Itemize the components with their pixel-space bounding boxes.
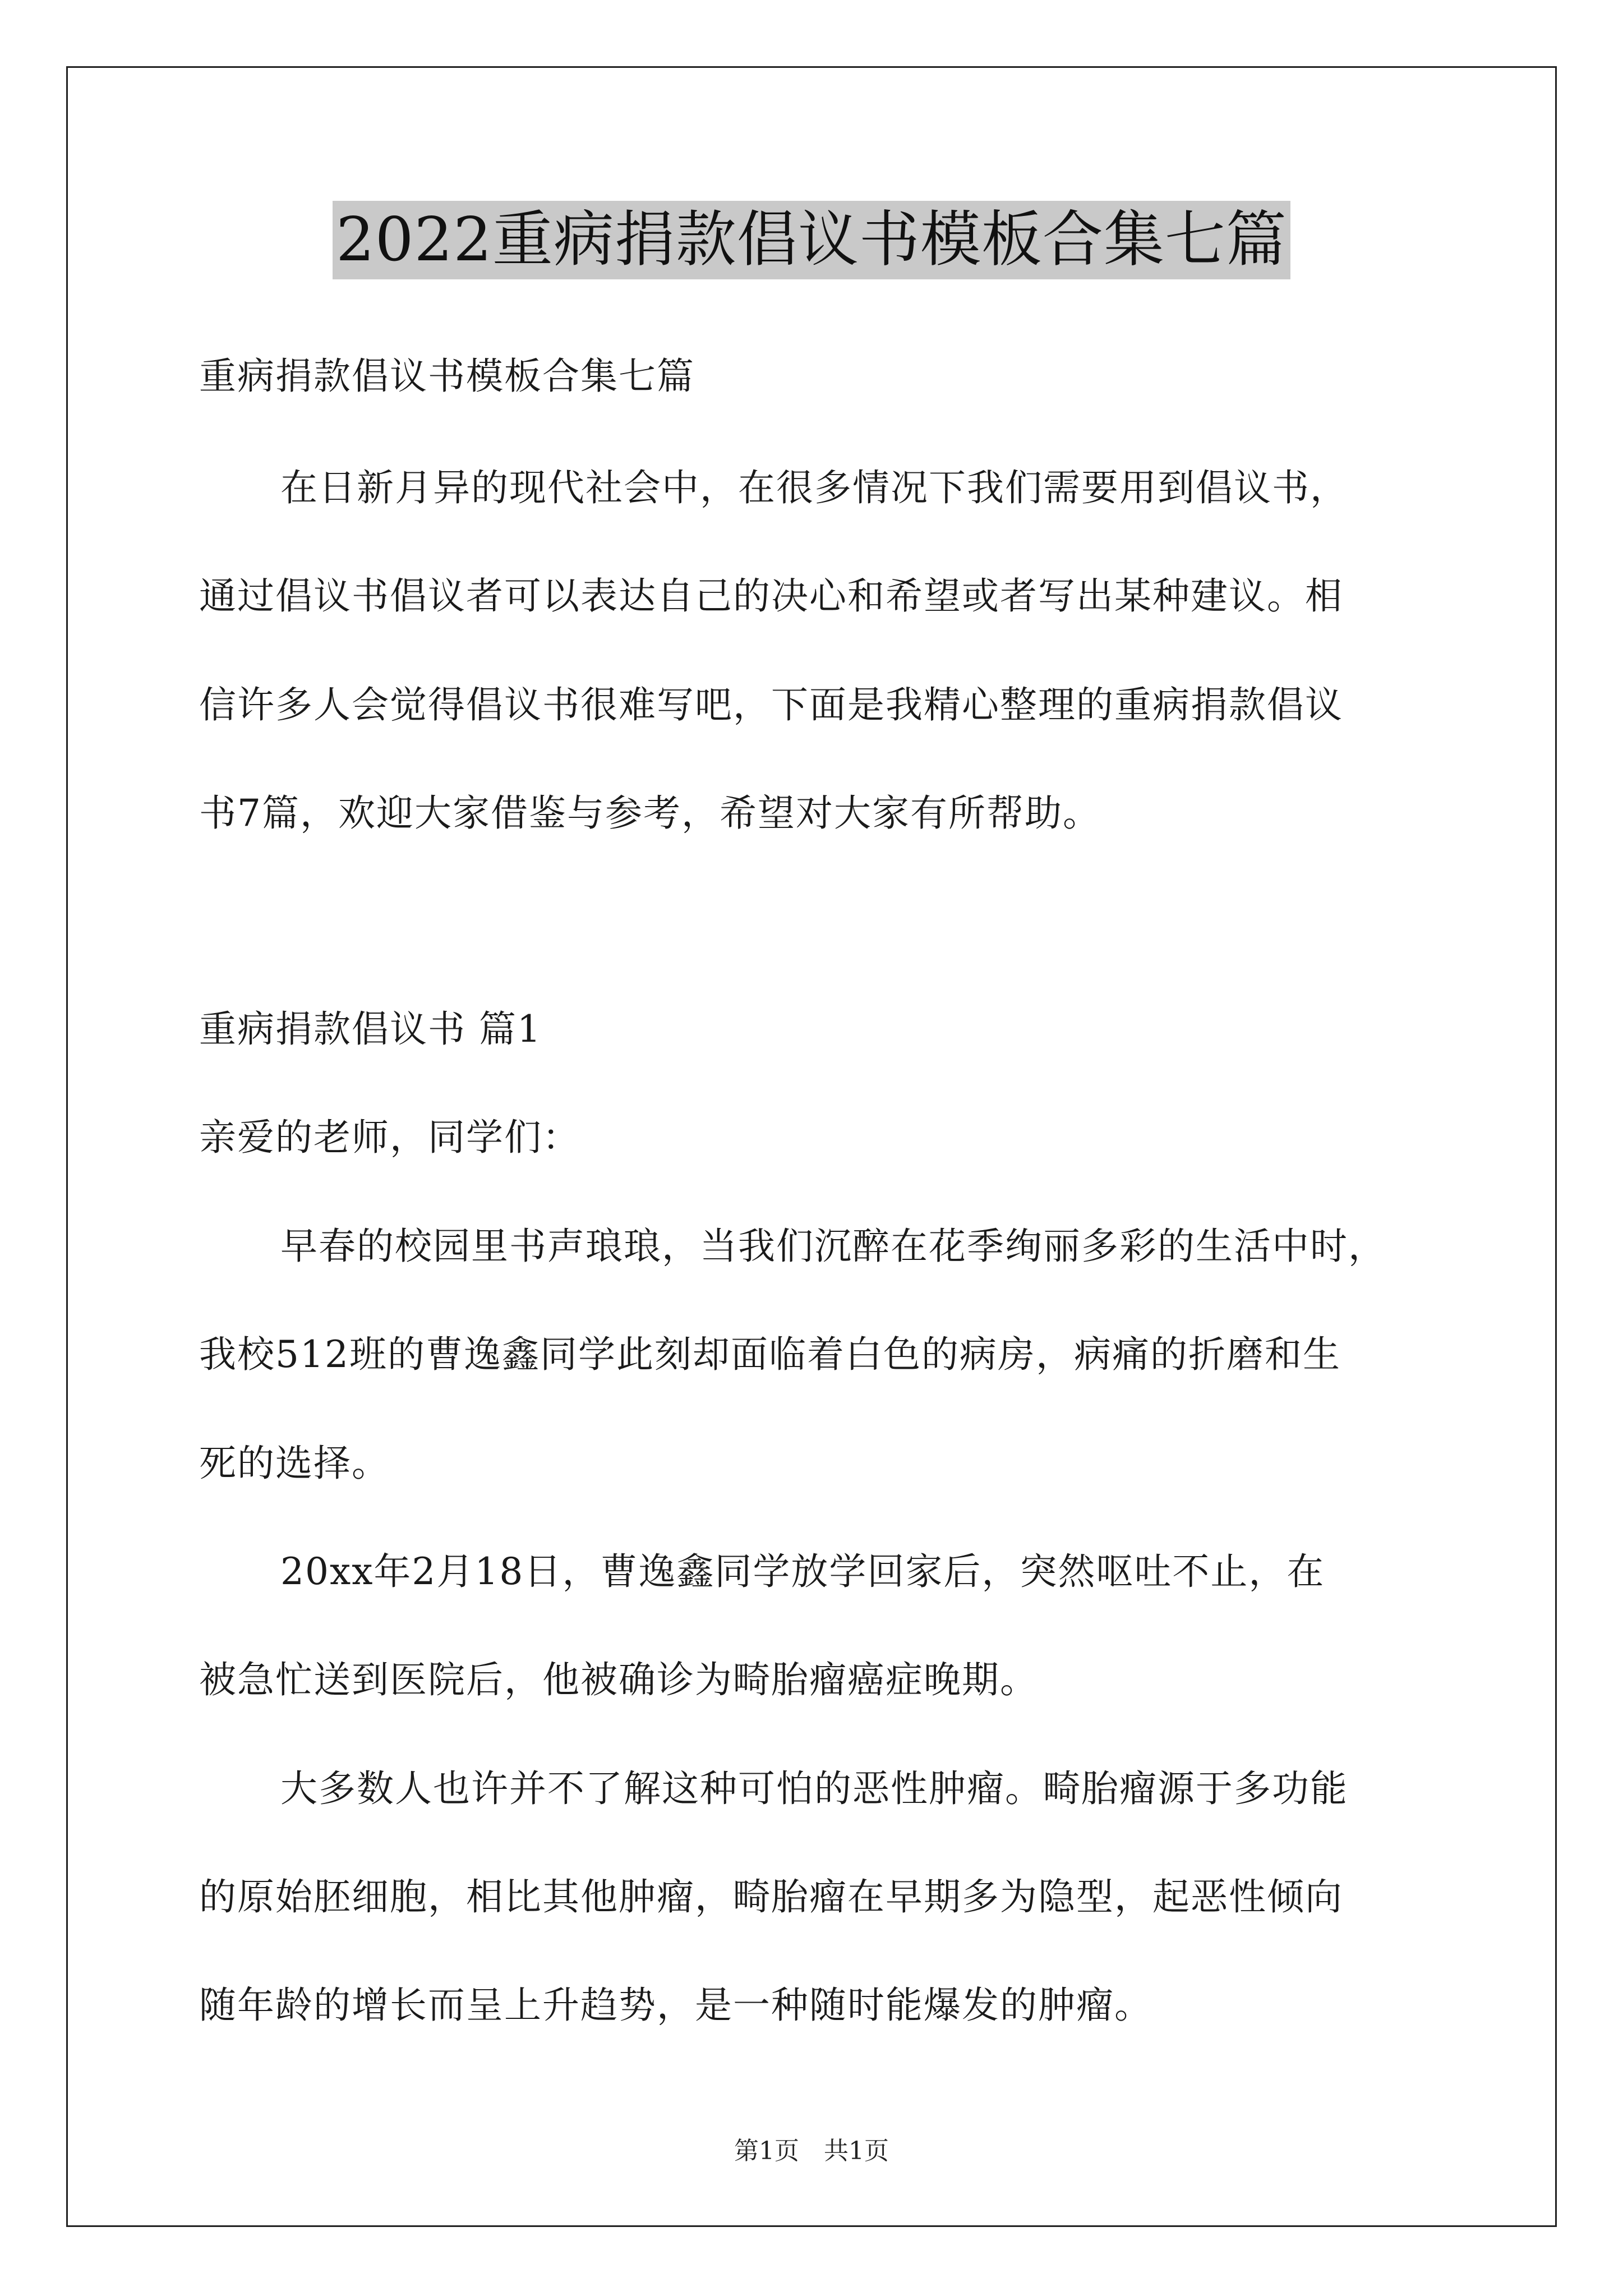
body-line-3: 死的选择。 bbox=[199, 1442, 390, 1485]
body-line-8: 随年龄的增长而呈上升趋势，是一种随时能爆发的肿瘤。 bbox=[199, 1984, 1152, 2027]
intro-line-2: 通过倡议书倡议者可以表达自己的决心和希望或者写出某种建议。相 bbox=[199, 574, 1343, 618]
body-line-5: 被急忙送到医院后，他被确诊为畸胎瘤癌症晚期。 bbox=[199, 1658, 1038, 1701]
page-footer: 第1页 共1页 bbox=[734, 2137, 889, 2165]
body-line-6: 大多数人也许并不了解这种可怕的恶性肿瘤。畸胎瘤源于多功能 bbox=[280, 1767, 1348, 1810]
body-line-4: 20xx年2月18日，曹逸鑫同学放学回家后，突然呕吐不止，在 bbox=[280, 1550, 1325, 1593]
title-wrap bbox=[0, 201, 1623, 279]
intro-line-3: 信许多人会觉得倡议书很难写吧，下面是我精心整理的重病捐款倡议 bbox=[199, 683, 1343, 726]
body-line-7: 的原始胚细胞，相比其他肿瘤，畸胎瘤在早期多为隐型，起恶性倾向 bbox=[199, 1875, 1343, 1918]
intro-line-4: 书7篇，欢迎大家借鉴与参考，希望对大家有所帮助。 bbox=[199, 792, 1101, 835]
document-title: 2022重病捐款倡议书模板合集七篇 bbox=[333, 201, 1290, 279]
intro-line-1: 在日新月异的现代社会中，在很多情况下我们需要用到倡议书， bbox=[280, 466, 1348, 509]
section-heading: 重病捐款倡议书 篇1 bbox=[199, 1007, 542, 1051]
salutation: 亲爱的老师，同学们： bbox=[199, 1116, 580, 1159]
subtitle-line: 重病捐款倡议书模板合集七篇 bbox=[199, 355, 695, 398]
body-line-1: 早春的校园里书声琅琅，当我们沉醉在花季绚丽多彩的生活中时， bbox=[280, 1225, 1386, 1268]
body-line-2: 我校512班的曹逸鑫同学此刻却面临着白色的病房，病痛的折磨和生 bbox=[199, 1333, 1341, 1376]
